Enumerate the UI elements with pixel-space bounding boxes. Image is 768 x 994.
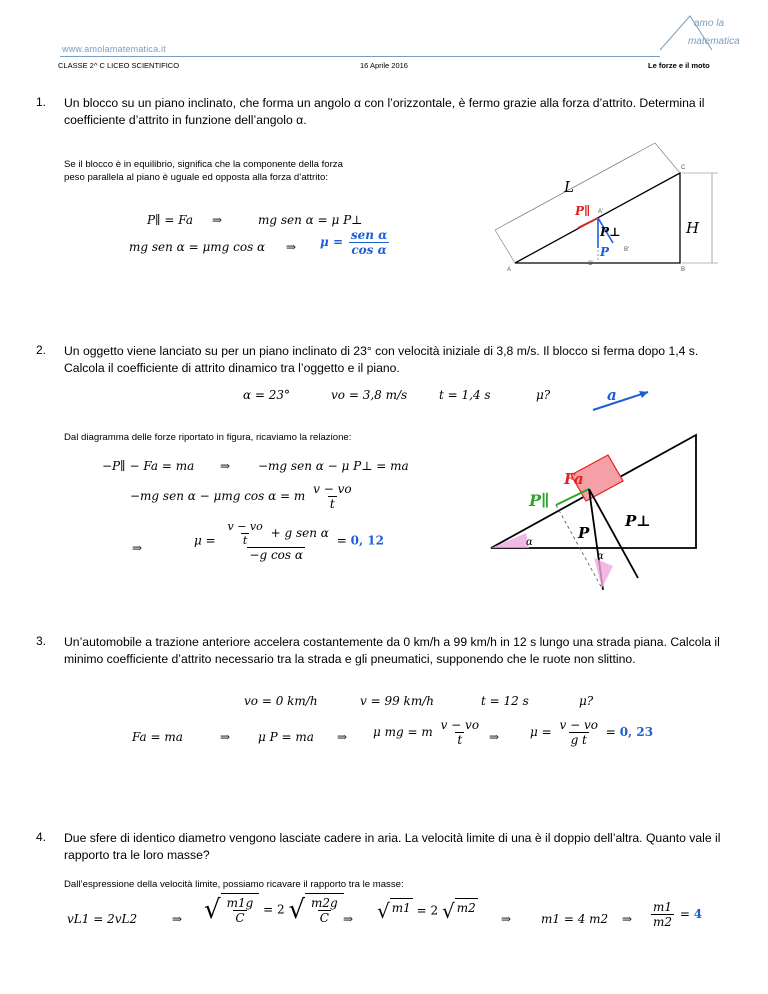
implies-icon: ⇒ xyxy=(220,730,231,744)
problem-2-number: 2. xyxy=(36,343,47,357)
p3-eqd xyxy=(530,718,653,747)
p4-eqe-den: m2 xyxy=(653,915,673,929)
p2-eq1b: −mg sen α − μ P⊥ = ma xyxy=(258,459,409,473)
p1-result xyxy=(320,228,391,257)
implies-icon: ⇒ xyxy=(212,213,223,227)
problem-1-text: Un blocco su un piano inclinato, che forma un angolo α con l’orizzontale, è fermo grazie alla forza d’attrito. Determina il coefficiente d’attrito in funzione dell’angolo α. xyxy=(64,96,705,127)
p3-eqc-den: t xyxy=(457,733,463,747)
implies-icon: ⇒ xyxy=(343,912,354,926)
label-C: C xyxy=(681,165,686,171)
p3-eqd-lhs: μ = xyxy=(530,725,552,739)
problem-2-text: Un oggetto viene lanciato su per un piano inclinato di 23° con velocità iniziale di 3,8 m/s. Il blocco si ferma dopo 1,4 s. Calcola il coefficiente di attrito dinamico tra l’oggetto e il piano. xyxy=(64,344,699,375)
problem-1-number: 1. xyxy=(36,95,47,109)
p3-eqc-num: v − vo xyxy=(440,718,480,732)
p2-eq3-inner-num: v − vo xyxy=(227,520,263,533)
label-Pperp-2: P⊥ xyxy=(625,512,651,530)
p1-result-num: sen α xyxy=(350,228,388,242)
p2-eq3-plus: + g sen α xyxy=(270,526,329,540)
p4-eqc-m1: m1 xyxy=(390,898,413,924)
label-C1: C' xyxy=(588,261,594,267)
p1-eq1b: mg sen α = μ P⊥ xyxy=(258,213,363,227)
p4-eqe-num: m1 xyxy=(653,900,673,914)
problem-4-number: 4. xyxy=(36,830,47,844)
p3-given-mu: μ? xyxy=(579,694,594,708)
label-alpha-1: α xyxy=(526,537,533,548)
p4-eqb-mid: = 2 xyxy=(263,902,285,917)
p4-eqc: √ m1 = 2 √ m2 xyxy=(377,899,476,923)
site-url[interactable]: www.amolamatematica.it xyxy=(62,44,166,54)
p3-eqd-num: v − vo xyxy=(559,718,598,732)
p4-eqe xyxy=(649,900,702,929)
p2-result: 0, 12 xyxy=(350,533,384,548)
p3-result: 0, 23 xyxy=(619,725,654,739)
label-Pperp: P⊥ xyxy=(600,225,621,239)
p2-eq2-den: t xyxy=(329,497,335,511)
p2-eq3-lhs: μ = xyxy=(194,533,216,548)
p2-eq2 xyxy=(130,482,356,511)
class-label: CLASSE 2^ C LICEO SCIENTIFICO xyxy=(58,61,180,70)
p2-eq1a: −P∥ − Fa = ma xyxy=(102,459,195,473)
p2-given-t: t = 1,4 s xyxy=(439,388,491,402)
label-H: H xyxy=(686,219,700,237)
label-P-2: P xyxy=(578,524,590,542)
p2-eq3 xyxy=(194,520,384,562)
label-L: L xyxy=(564,178,574,196)
label-Ppar: P∥ xyxy=(575,204,591,218)
p4-eqb-num1: m1g xyxy=(226,896,254,910)
p1-result-lhs: μ = xyxy=(320,235,344,249)
implies-icon: ⇒ xyxy=(286,240,297,254)
problem-3-text: Un’automobile a trazione anteriore accelera costantemente da 0 km/h a 99 km/h in 12 s lungo una strada piana. Calcola il minimo coefficiente d’attrito necessario tra la strada e gli pneumatici, supponendo che le ruote non slittino. xyxy=(64,635,720,666)
label-a: a xyxy=(607,386,617,404)
p4-eqa: vL1 = 2vL2 xyxy=(67,912,138,926)
p4-result: 4 xyxy=(693,907,703,921)
problem-4-note: Dall’espressione della velocità limite, possiamo ricavare il rapporto tra le masse: xyxy=(64,879,404,890)
p3-eqd-den: g t xyxy=(570,733,587,747)
label-B: B xyxy=(681,267,686,273)
p4-eqb: √ $\frac{m1g}{C}$ = 2 √ $\frac{m2g}{C}$ xyxy=(204,893,344,927)
p2-eq3-eq: = xyxy=(336,533,347,548)
topic-label: Le forze e il moto xyxy=(648,61,710,70)
p2-eq2-num: v − vo xyxy=(313,482,352,496)
p1-eq1a: P∥ = Fa xyxy=(147,213,193,227)
p3-eqc-lhs: μ mg = m xyxy=(373,725,433,739)
p2-eq3-den: −g cos α xyxy=(249,548,303,562)
svg-text:amo la: amo la xyxy=(694,18,725,29)
p4-eqc-mid: = 2 xyxy=(416,903,439,918)
logo xyxy=(650,10,750,60)
implies-icon: ⇒ xyxy=(337,730,348,744)
p2-given-mu: μ? xyxy=(536,388,551,402)
p2-given-alpha: α = 23° xyxy=(243,388,291,402)
problem-2-note: Dal diagramma delle forze riportato in figura, ricaviamo la relazione: xyxy=(64,432,352,443)
p3-given-v: v = 99 km/h xyxy=(360,694,434,708)
p4-eqc-m2: m2 xyxy=(455,898,478,924)
inclined-plane-diagram-2 xyxy=(486,378,716,598)
p3-given-v0: vo = 0 km/h xyxy=(244,694,318,708)
inclined-plane-diagram-1 xyxy=(490,140,720,275)
label-alpha-2: α xyxy=(597,551,604,562)
problem-4-text: Due sfere di identico diametro vengono lasciate cadere in aria. La velocità limite di una è il doppio dell’altra. Quanto vale il rapporto tra le loro masse? xyxy=(64,831,721,862)
p4-eqd: m1 = 4 m2 xyxy=(541,912,609,926)
p3-eqc xyxy=(373,718,483,747)
label-P: P xyxy=(600,245,610,259)
p2-given-v0: vo = 3,8 m/s xyxy=(331,388,408,402)
p4-eqb-den1: C xyxy=(235,911,245,925)
p2-eq2-lhs: −mg sen α − μmg cos α = m xyxy=(130,489,306,503)
p3-eqa: Fa = ma xyxy=(132,730,183,744)
p3-eqb: μ P = ma xyxy=(258,730,314,744)
implies-icon: ⇒ xyxy=(489,730,500,744)
label-B1: B' xyxy=(624,247,630,253)
p3-given-t: t = 12 s xyxy=(481,694,529,708)
problem-1-note: Se il blocco è in equilibrio, significa che la componente della forza peso parallela al piano è uguale ed opposta alla forza d’attrito: xyxy=(64,159,343,183)
p4-eqb-den2: C xyxy=(319,911,329,925)
implies-icon: ⇒ xyxy=(172,912,183,926)
p4-eqe-eq: = xyxy=(679,907,690,921)
header-rule xyxy=(60,56,660,57)
problem-3-number: 3. xyxy=(36,634,47,648)
p2-eq3-inner-den: t xyxy=(242,534,248,547)
implies-icon: ⇒ xyxy=(132,541,143,555)
label-A1: A' xyxy=(598,209,604,215)
svg-text:matematica: matematica xyxy=(688,36,740,47)
p1-eq2a: mg sen α = μmg cos α xyxy=(129,240,266,254)
p4-eqb-num2: m2g xyxy=(311,896,338,910)
implies-icon: ⇒ xyxy=(501,912,512,926)
p1-result-den: cos α xyxy=(351,243,387,257)
date-label: 16 Aprile 2016 xyxy=(360,61,408,70)
label-A: A xyxy=(507,267,512,273)
p3-eqd-eq: = xyxy=(605,725,616,739)
implies-icon: ⇒ xyxy=(220,459,231,473)
label-Fa: Fa xyxy=(564,470,584,488)
implies-icon: ⇒ xyxy=(622,912,633,926)
label-Ppar-2: P∥ xyxy=(529,491,550,510)
